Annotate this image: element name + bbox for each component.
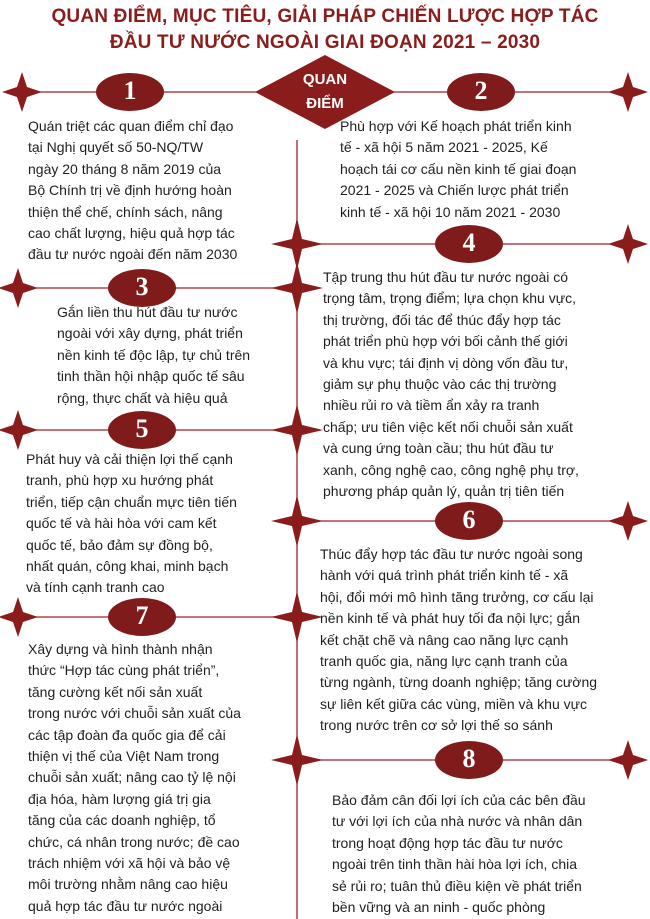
text-line: nhiều rủi ro và tiềm ẩn xảy ra tranh xyxy=(323,397,540,414)
text-line: chấp; ưu tiên việc kết nối chuỗi sản xuất xyxy=(323,418,573,435)
text-line: sự liên kết giữa các vùng, miền và khu vực xyxy=(320,695,588,712)
badge-number-7: 7 xyxy=(135,601,149,630)
text-line: ngày 20 tháng 8 năm 2019 của xyxy=(28,160,222,177)
text-line: chức, cá nhân trong nước; đề cao xyxy=(28,833,240,850)
star-ornament xyxy=(608,72,648,112)
star-ornament xyxy=(608,224,648,264)
point-text-6 xyxy=(320,544,627,737)
page-title-line-2: ĐẦU TƯ NƯỚC NGOÀI GIAI ĐOẠN 2021 – 2030 xyxy=(109,32,541,53)
number-badge-4 xyxy=(435,225,503,263)
text-line: tế - xã hội 5 năm 2021 - 2025, Kế xyxy=(340,139,548,156)
text-line: sẻ rủi ro; tuân thủ điều kiện về phát triển xyxy=(332,877,582,894)
point-text-2 xyxy=(340,116,625,223)
number-badge-5 xyxy=(108,411,176,449)
star-ornament xyxy=(0,268,38,308)
center-badge-label-line-2: ĐIỂM xyxy=(306,95,344,112)
point-text-4 xyxy=(323,267,623,502)
center-badge-label xyxy=(270,68,380,116)
text-line: tại Nghị quyết số 50-NQ/TW xyxy=(28,139,204,156)
text-line: tranh, phù hợp xu hướng phát xyxy=(26,472,214,489)
text-line: và cung ứng toàn cầu; thu hút đầu tư xyxy=(323,440,554,457)
text-line: Gắn liền thu hút đầu tư nước xyxy=(57,304,238,320)
text-line: quốc tế, bảo đảm sự đồng bộ, xyxy=(26,536,213,553)
text-line: phát triển phù hợp với bối cảnh thế giới xyxy=(323,333,568,350)
text-line: trong nước trên cơ sở lợi thế so sánh xyxy=(320,717,553,734)
text-line: các tập đoàn đa quốc gia để cải xyxy=(28,726,226,743)
text-line: nhất quán, công khai, minh bạch xyxy=(26,558,229,575)
text-line: quốc tế và hài hòa với cam kết xyxy=(26,515,217,532)
point-text-3 xyxy=(57,302,283,409)
page-title-line-1: QUAN ĐIỂM, MỤC TIÊU, GIẢI PHÁP CHIẾN LƯỢC HỢP TÁC xyxy=(51,6,599,27)
text-line: kết chặt chẽ và nâng cao năng lực cạnh xyxy=(320,631,569,648)
text-line: Phát huy và cải thiện lợi thế cạnh xyxy=(26,451,233,467)
badge-number-5: 5 xyxy=(135,414,149,443)
center-badge-label-line-1: QUAN xyxy=(302,71,348,88)
text-line: Quán triệt các quan điểm chỉ đạo xyxy=(28,118,234,134)
text-line: chuỗi sản xuất; nâng cao tỷ lệ nội xyxy=(28,769,236,786)
text-line: nền kinh tế độc lập, tự chủ trên xyxy=(57,346,251,363)
text-line: hoạch tái cơ cấu nền kinh tế giai đoạn xyxy=(340,160,577,177)
text-line: Xây dựng và hình thành nhận xyxy=(28,641,213,657)
point-text-7 xyxy=(28,639,283,917)
badge-number-8: 8 xyxy=(462,744,476,773)
text-line: xanh, công nghệ cao, công nghệ phụ trợ, xyxy=(323,461,579,478)
text-line: trong nước với chuỗi sản xuất của xyxy=(28,705,241,722)
star-ornament xyxy=(0,597,38,637)
text-line: 2021 - 2025 và Chiến lược phát triển xyxy=(340,182,569,199)
text-line: Phù hợp với Kế hoạch phát triển kinh xyxy=(340,118,572,134)
text-line: quả hợp tác đầu tư nước ngoài xyxy=(28,897,223,914)
text-line: từng ngành, từng doanh nghiệp; tăng cường xyxy=(320,674,598,691)
text-line: Tập trung thu hút đầu tư nước ngoài có xyxy=(323,269,569,285)
star-ornament xyxy=(2,72,42,112)
star-ornament xyxy=(608,501,648,541)
text-line: rộng, thực chất và hiệu quả xyxy=(57,389,228,406)
text-line: phương pháp quản lý, quản trị tiên tiến xyxy=(323,483,565,500)
text-line: tinh thần hội nhập quốc tế sâu xyxy=(57,368,245,385)
text-line: hội, đổi mới mô hình tăng trưởng, cơ cấu lại xyxy=(320,588,594,605)
text-line: tăng của các doanh nghiệp, tổ xyxy=(28,812,216,829)
point-text-1 xyxy=(28,116,282,266)
point-text-5 xyxy=(26,449,283,599)
text-line: trong hoạt động hợp tác đầu tư nước xyxy=(332,834,563,851)
badge-number-3: 3 xyxy=(135,272,149,301)
text-line: địa hóa, hàm lượng giá trị gia xyxy=(28,790,211,807)
text-line: cao chất lượng, hiệu quả hợp tác xyxy=(28,225,235,242)
text-line: thiện thể chế, chính sách, nâng xyxy=(28,203,223,220)
text-line: nền kinh tế và phát huy tối đa nội lực; gắn xyxy=(320,610,580,627)
text-line: và khu vực; tái định vị dòng vốn đầu tư, xyxy=(323,354,569,371)
text-line: ngoài trên tinh thần hài hòa lợi ích, chia xyxy=(332,856,578,873)
badge-number-2: 2 xyxy=(474,76,488,105)
text-line: thức “Hợp tác cùng phát triển”, xyxy=(28,662,220,679)
badge-number-1: 1 xyxy=(123,76,137,105)
text-line: Thúc đẩy hợp tác đầu tư nước ngoài song xyxy=(320,546,583,562)
text-line: thị trường, đối tác để thúc đẩy hợp tác xyxy=(323,311,561,328)
text-line: giảm sự phụ thuộc vào các thị trường xyxy=(323,376,557,393)
text-line: triển, tiếp cận chuẩn mực tiên tiến xyxy=(26,493,237,510)
text-line: môi trường nhằm nâng cao hiệu xyxy=(28,876,228,893)
badge-number-6: 6 xyxy=(462,505,476,534)
text-line: trách nhiệm với xã hội và bảo vệ xyxy=(28,855,231,872)
text-line: trọng tâm, trọng điểm; lựa chọn khu vực, xyxy=(323,290,576,307)
number-badge-6 xyxy=(435,502,503,540)
number-badge-7 xyxy=(108,598,176,636)
text-line: Bộ Chính trị về định hướng hoàn xyxy=(28,182,232,199)
text-line: kinh tế - xã hội 10 năm 2021 - 2030 xyxy=(340,203,561,220)
number-badge-1 xyxy=(96,73,164,111)
star-ornament xyxy=(608,740,648,780)
number-badge-8 xyxy=(435,741,503,779)
text-line: tranh quốc gia, năng lực cạnh tranh của xyxy=(320,653,568,670)
text-line: và tính cạnh tranh cao xyxy=(26,579,165,596)
star-ornament xyxy=(0,410,38,450)
text-line: hành với quá trình phát triển kinh tế - xã xyxy=(320,567,569,584)
text-line: ngoài với xây dựng, phát triển xyxy=(57,325,243,342)
text-line: đầu tư nước ngoài đến năm 2030 xyxy=(28,246,238,263)
text-line: tư với lợi ích của nhà nước và nhân dân xyxy=(332,813,583,830)
badge-number-4: 4 xyxy=(462,228,476,257)
number-badge-2 xyxy=(447,73,515,111)
text-line: Bảo đảm cân đối lợi ích của các bên đầu xyxy=(332,792,586,808)
text-line: thiện vị thế của Việt Nam trong xyxy=(28,748,220,765)
text-line: bền vững và an ninh - quốc phòng xyxy=(332,899,546,916)
text-line: tăng cường kết nối sản xuất xyxy=(28,683,203,700)
point-text-8 xyxy=(332,790,628,918)
